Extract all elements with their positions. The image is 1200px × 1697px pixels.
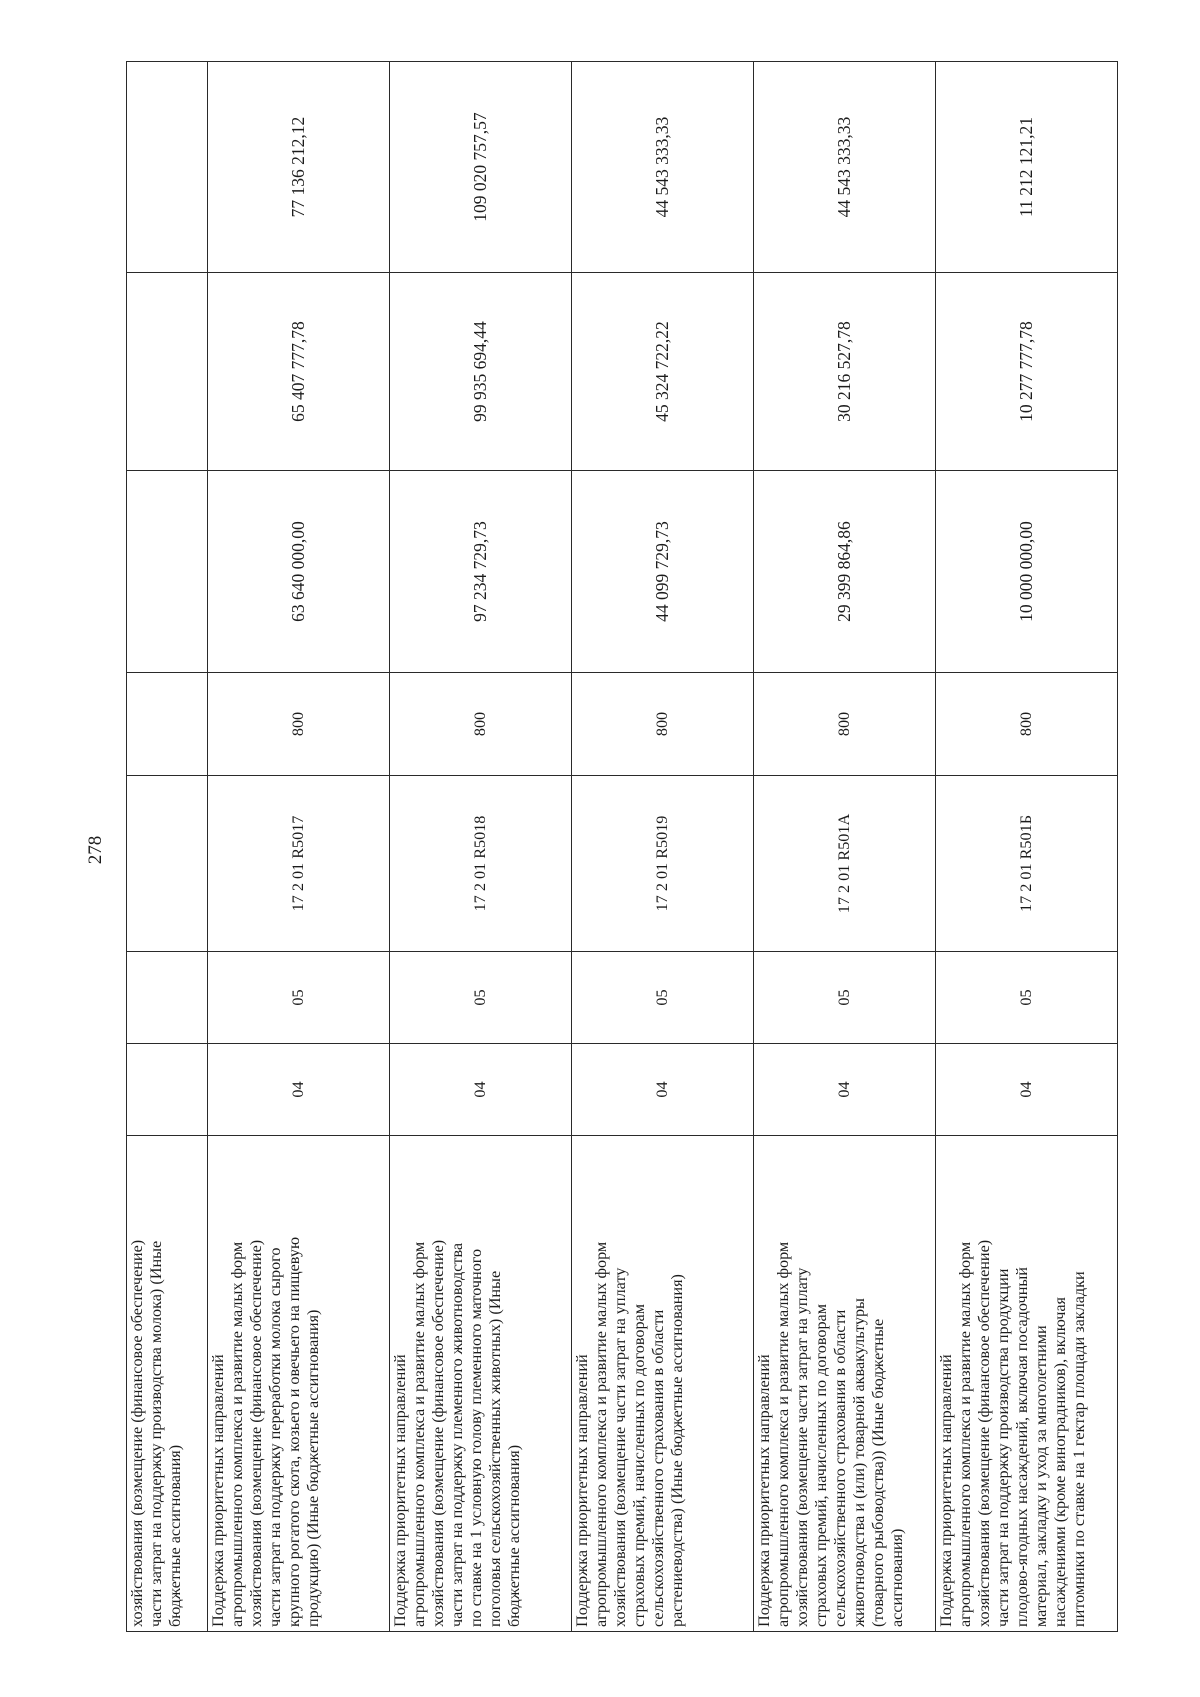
expense-type-cell: 800 bbox=[390, 673, 572, 776]
description-line: Поддержка приоритетных направлений bbox=[209, 1354, 227, 1627]
empty-cell bbox=[127, 62, 208, 273]
description-line: бюджетные ассигнования) bbox=[165, 1444, 184, 1627]
budget-table-wrapper bbox=[126, 62, 1100, 1632]
description-line: хозяйствования (возмещение (финансовое обеспечение) bbox=[128, 1239, 146, 1627]
expense-type-cell: 800 bbox=[936, 673, 1118, 776]
row-description bbox=[754, 1136, 936, 1632]
description-line: агропромышленного комплекса и развитие малых форм bbox=[409, 1241, 428, 1627]
amount-year-1-cell: 63 640 000,00 bbox=[208, 471, 390, 673]
expense-type-cell: 800 bbox=[208, 673, 390, 776]
empty-cell bbox=[127, 1044, 208, 1136]
description-line: по ставке на 1 условную голову племенного маточного bbox=[466, 1248, 485, 1627]
amount-year-1-cell: 29 399 864,86 bbox=[754, 471, 936, 673]
description-line: части затрат на поддержку переработки молока сырого bbox=[265, 1247, 284, 1627]
empty-cell bbox=[127, 952, 208, 1044]
description-line: агропромышленного комплекса и развитие малых форм bbox=[773, 1241, 792, 1627]
description-line: хозяйствования (возмещение (финансовое обеспечение) bbox=[974, 1239, 993, 1627]
row-description bbox=[208, 1136, 390, 1632]
amount-year-2-cell: 65 407 777,78 bbox=[208, 273, 390, 471]
target-article-cell: 17 2 01 R5018 bbox=[390, 776, 572, 952]
expense-type-cell: 800 bbox=[572, 673, 754, 776]
table-row bbox=[936, 62, 1118, 1632]
description-line: поголовья сельскохозяйственных животных) (Иные bbox=[485, 1270, 504, 1627]
description-line: страховых премий, начисленных по договорам bbox=[629, 1304, 648, 1627]
target-article-cell: 17 2 01 R5019 bbox=[572, 776, 754, 952]
description-line: агропромышленного комплекса и развитие малых форм bbox=[227, 1241, 246, 1627]
amount-year-3-cell: 109 020 757,57 bbox=[390, 62, 572, 273]
amount-year-2-cell: 10 277 777,78 bbox=[936, 273, 1118, 471]
target-article-cell: 17 2 01 R501А bbox=[754, 776, 936, 952]
description-line: агропромышленного комплекса и развитие малых форм bbox=[591, 1241, 610, 1627]
amount-year-1-cell: 97 234 729,73 bbox=[390, 471, 572, 673]
description-line: Поддержка приоритетных направлений bbox=[573, 1354, 591, 1627]
description-line: части затрат на поддержку производства молока) (Иные bbox=[146, 1240, 165, 1627]
subsection-code-cell: 05 bbox=[936, 952, 1118, 1044]
description-line: Поддержка приоритетных направлений bbox=[937, 1354, 955, 1627]
description-line: хозяйствования (возмещение части затрат на уплату bbox=[792, 1267, 811, 1627]
section-code-cell: 04 bbox=[936, 1044, 1118, 1136]
table-row bbox=[390, 62, 572, 1632]
description-line: хозяйствования (возмещение части затрат на уплату bbox=[610, 1267, 629, 1627]
description-line: насаждениями (кроме виноградников), включая bbox=[1050, 1297, 1069, 1627]
amount-year-2-cell: 99 935 694,44 bbox=[390, 273, 572, 471]
empty-cell bbox=[127, 273, 208, 471]
amount-year-2-cell: 30 216 527,78 bbox=[754, 273, 936, 471]
row-description bbox=[936, 1136, 1118, 1632]
amount-year-1-cell: 10 000 000,00 bbox=[936, 471, 1118, 673]
table-row bbox=[208, 62, 390, 1632]
description-line: сельскохозяйственного страхования в области bbox=[648, 1309, 667, 1627]
description-line: Поддержка приоритетных направлений bbox=[755, 1354, 773, 1627]
subsection-code-cell: 05 bbox=[754, 952, 936, 1044]
description-line: плодово-ягодных насаждений, включая посадочный bbox=[1012, 1267, 1031, 1627]
description-line: агропромышленного комплекса и развитие малых форм bbox=[955, 1241, 974, 1627]
empty-cell bbox=[127, 673, 208, 776]
table-row bbox=[572, 62, 754, 1632]
description-line: части затрат на поддержку производства продукции bbox=[993, 1268, 1012, 1627]
description-line: крупного рогатого скота, козьего и овечьего на пищевую bbox=[284, 1236, 303, 1627]
description-line: части затрат на поддержку племенного животноводства bbox=[447, 1242, 466, 1627]
description-line: страховых премий, начисленных по договорам bbox=[811, 1304, 830, 1627]
amount-year-2-cell: 45 324 722,22 bbox=[572, 273, 754, 471]
page-number: 278 bbox=[85, 835, 106, 865]
description-line: питомники по ставке на 1 гектар площади закладки bbox=[1069, 1271, 1088, 1627]
empty-cell bbox=[127, 776, 208, 952]
description-line: продукцию) (Иные бюджетные ассигнования) bbox=[303, 1309, 322, 1627]
row-description bbox=[390, 1136, 572, 1632]
description-line: сельскохозяйственного страхования в области bbox=[830, 1309, 849, 1627]
section-code-cell: 04 bbox=[754, 1044, 936, 1136]
description-line: растениеводства) (Иные бюджетные ассигнования) bbox=[667, 1274, 686, 1627]
table-row bbox=[754, 62, 936, 1632]
description-line: хозяйствования (возмещение (финансовое обеспечение) bbox=[246, 1239, 265, 1627]
subsection-code-cell: 05 bbox=[572, 952, 754, 1044]
section-code-cell: 04 bbox=[572, 1044, 754, 1136]
section-code-cell: 04 bbox=[390, 1044, 572, 1136]
amount-year-3-cell: 44 543 333,33 bbox=[754, 62, 936, 273]
expense-type-cell: 800 bbox=[754, 673, 936, 776]
description-line: Поддержка приоритетных направлений bbox=[391, 1354, 409, 1627]
row-description bbox=[127, 1136, 208, 1632]
description-line: хозяйствования (возмещение (финансовое обеспечение) bbox=[428, 1239, 447, 1627]
target-article-cell: 17 2 01 R5017 bbox=[208, 776, 390, 952]
amount-year-3-cell: 11 212 121,21 bbox=[936, 62, 1118, 273]
description-line: материал, закладку и уход за многолетними bbox=[1031, 1325, 1050, 1627]
empty-cell bbox=[127, 471, 208, 673]
table-row-continuation bbox=[127, 62, 208, 1632]
description-line: бюджетные ассигнования) bbox=[504, 1444, 523, 1627]
section-code-cell: 04 bbox=[208, 1044, 390, 1136]
target-article-cell: 17 2 01 R501Б bbox=[936, 776, 1118, 952]
amount-year-3-cell: 77 136 212,12 bbox=[208, 62, 390, 273]
budget-table bbox=[126, 61, 1118, 1632]
description-line: ассигнования) bbox=[887, 1528, 906, 1627]
subsection-code-cell: 05 bbox=[208, 952, 390, 1044]
row-description bbox=[572, 1136, 754, 1632]
subsection-code-cell: 05 bbox=[390, 952, 572, 1044]
description-line: животноводства и (или) товарной аквакультуры bbox=[849, 1298, 868, 1627]
amount-year-3-cell: 44 543 333,33 bbox=[572, 62, 754, 273]
description-line: (товарного рыбоводства)) (Иные бюджетные bbox=[868, 1318, 887, 1627]
amount-year-1-cell: 44 099 729,73 bbox=[572, 471, 754, 673]
